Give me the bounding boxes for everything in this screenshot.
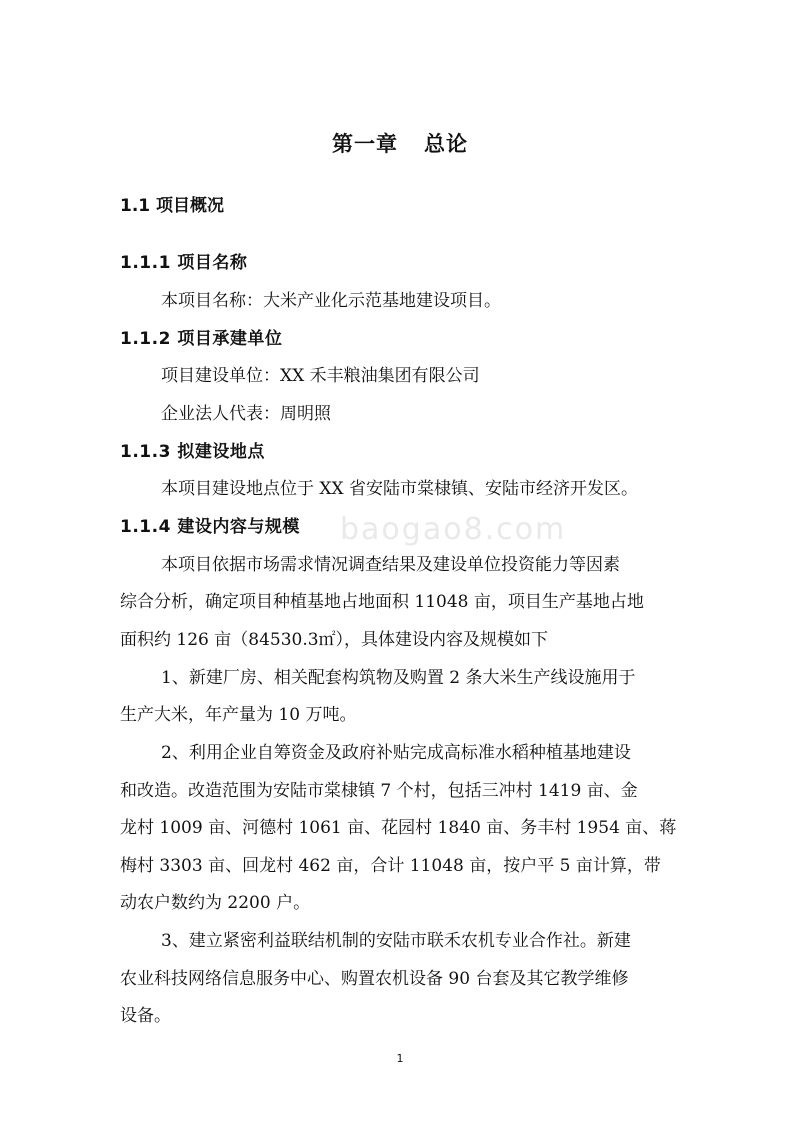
legal-representative-line: 企业法人代表：周明照	[161, 404, 331, 424]
project-name-line: 本项目名称：大米产业化示范基地建设项目。	[161, 291, 501, 311]
paragraph-line: 本项目依据市场需求情况调查结果及建设单位投资能力等因素	[161, 555, 620, 575]
paragraph-line: 2、利用企业自筹资金及政府补贴完成高标准水稻种植基地建设	[161, 743, 631, 763]
construction-unit-line: 项目建设单位：XX 禾丰粮油集团有限公司	[161, 366, 480, 386]
section-heading-1-1: 1.1 项目概况	[120, 196, 225, 216]
watermark: baogao8.com	[340, 512, 567, 547]
paragraph-line: 面积约 126 亩（84530.3㎡），具体建设内容及规模如下	[120, 630, 549, 650]
chapter-title	[0, 128, 800, 158]
paragraph-line: 综合分析，确定项目种植基地占地面积 11048 亩，项目生产基地占地	[120, 592, 644, 612]
chapter-name: 总论	[424, 132, 468, 156]
paragraph-line: 龙村 1009 亩、河德村 1061 亩、花园村 1840 亩、务丰村 1954 亩、蒋	[120, 818, 677, 838]
paragraph-line: 农业科技网络信息服务中心、购置农机设备 90 台套及其它教学维修	[120, 969, 629, 989]
section-heading-1-1-1: 1.1.1 项目名称	[120, 253, 248, 273]
paragraph-line: 生产大米，年产量为 10 万吨。	[120, 705, 357, 725]
paragraph-line: 3、建立紧密利益联结机制的安陆市联禾农机专业合作社。新建	[161, 931, 631, 951]
section-heading-1-1-4: 1.1.4 建设内容与规模	[120, 517, 300, 537]
location-line: 本项目建设地点位于 XX 省安陆市棠棣镇、安陆市经济开发区。	[161, 479, 639, 499]
page-number: 1	[396, 1052, 404, 1065]
section-heading-1-1-2: 1.1.2 项目承建单位	[120, 329, 283, 349]
paragraph-line: 和改造。改造范围为安陆市棠棣镇 7 个村，包括三冲村 1419 亩、金	[120, 781, 638, 801]
chapter-number: 第一章	[332, 132, 398, 156]
paragraph-line: 设备。	[120, 1006, 171, 1026]
paragraph-line: 动农户数约为 2200 户。	[120, 893, 311, 913]
paragraph-line: 梅村 3303 亩、回龙村 462 亩，合计 11048 亩，按户平 5 亩计算，带	[120, 856, 661, 876]
section-heading-1-1-3: 1.1.3 拟建设地点	[120, 442, 265, 462]
paragraph-line: 1、新建厂房、相关配套构筑物及购置 2 条大米生产线设施用于	[161, 668, 636, 688]
